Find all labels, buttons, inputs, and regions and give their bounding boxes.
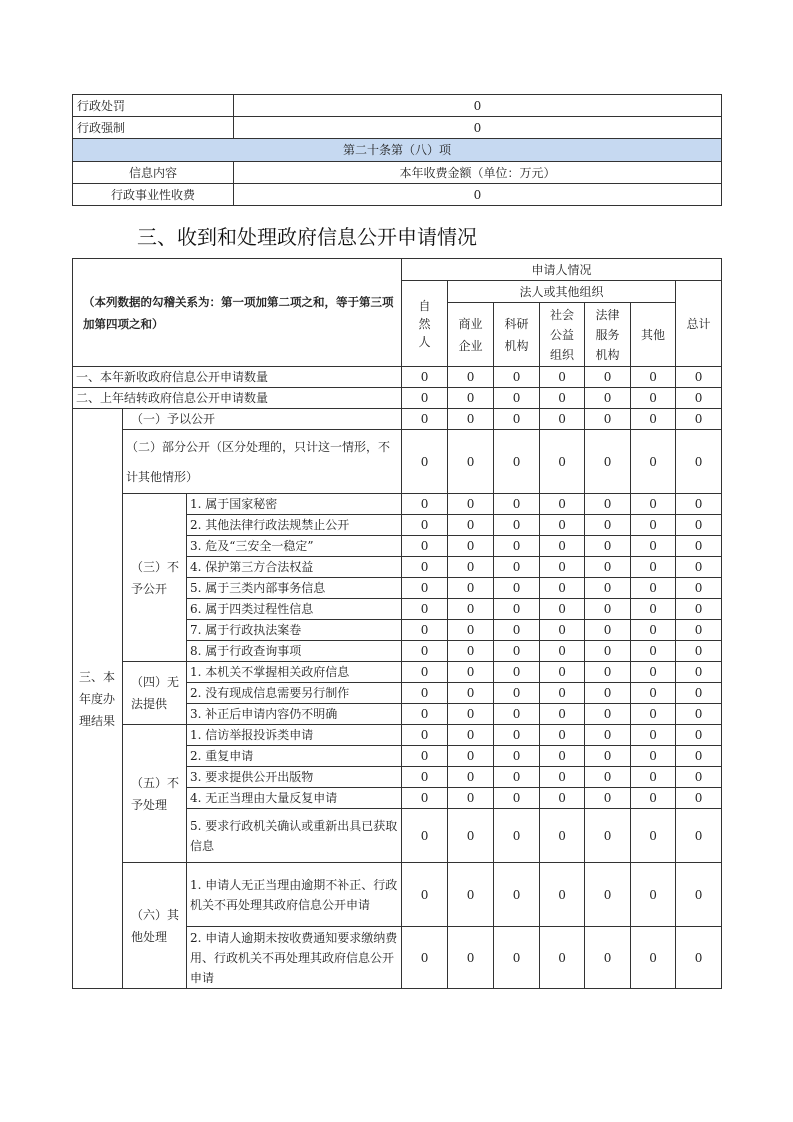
value-cell: 0 <box>540 725 585 746</box>
col-business: 商业企业 <box>448 303 494 367</box>
value-cell: 0 <box>448 536 494 557</box>
value-cell: 0 <box>494 641 540 662</box>
group-label: （六）其他处理 <box>123 863 187 989</box>
value-cell: 0 <box>402 557 448 578</box>
value-cell: 0 <box>494 863 540 927</box>
value-cell: 0 <box>494 536 540 557</box>
value-cell: 0 <box>631 578 676 599</box>
value-cell: 0 <box>676 430 722 494</box>
value-cell: 0 <box>585 725 631 746</box>
value-cell: 0 <box>540 494 585 515</box>
value-cell: 0 <box>540 557 585 578</box>
value-cell: 0 <box>402 388 448 409</box>
value-cell: 0 <box>402 620 448 641</box>
value-cell: 0 <box>631 788 676 809</box>
table-row <box>73 388 722 409</box>
value-cell: 0 <box>402 767 448 788</box>
value-cell: 0 <box>402 494 448 515</box>
group-label: （五）不予处理 <box>123 725 187 863</box>
value-cell: 0 <box>540 788 585 809</box>
value-cell: 0 <box>585 641 631 662</box>
value-cell: 0 <box>402 536 448 557</box>
value-cell: 0 <box>402 409 448 430</box>
value-cell: 0 <box>585 409 631 430</box>
value-cell: 0 <box>402 704 448 725</box>
value-cell: 0 <box>631 767 676 788</box>
value-cell: 0 <box>402 641 448 662</box>
value-cell: 0 <box>402 578 448 599</box>
value-cell: 0 <box>540 620 585 641</box>
value-cell: 0 <box>676 536 722 557</box>
section-header-row <box>73 139 722 162</box>
row-value: 0 <box>234 117 722 139</box>
value-cell: 0 <box>540 430 585 494</box>
value-cell: 0 <box>585 388 631 409</box>
value-cell: 0 <box>402 683 448 704</box>
value-cell: 0 <box>540 536 585 557</box>
value-cell: 0 <box>494 620 540 641</box>
value-cell: 0 <box>448 494 494 515</box>
value-cell: 0 <box>585 536 631 557</box>
value-cell: 0 <box>631 683 676 704</box>
item-label: 3. 要求提供公开出版物 <box>187 767 402 788</box>
value-cell: 0 <box>448 430 494 494</box>
col-public-welfare: 社会公益组织 <box>540 303 585 367</box>
value-cell: 0 <box>448 620 494 641</box>
value-cell: 0 <box>448 725 494 746</box>
item-label: 2. 重复申请 <box>187 746 402 767</box>
value-cell: 0 <box>540 746 585 767</box>
col-natural: 自然人 <box>402 281 448 367</box>
value-cell: 0 <box>540 863 585 927</box>
value-cell: 0 <box>676 767 722 788</box>
value-cell: 0 <box>585 620 631 641</box>
value-cell: 0 <box>540 641 585 662</box>
value-cell: 0 <box>448 641 494 662</box>
value-cell: 0 <box>540 409 585 430</box>
value-cell: 0 <box>448 367 494 388</box>
column-header: 信息内容 <box>73 162 234 184</box>
group-label: （四）无法提供 <box>123 662 187 725</box>
value-cell: 0 <box>585 599 631 620</box>
value-cell: 0 <box>676 494 722 515</box>
value-cell: 0 <box>448 927 494 989</box>
value-cell: 0 <box>676 662 722 683</box>
item-label: 5. 要求行政机关确认或重新出具已获取信息 <box>187 809 402 863</box>
value-cell: 0 <box>585 494 631 515</box>
table-row <box>73 95 722 117</box>
value-cell: 0 <box>676 599 722 620</box>
value-cell: 0 <box>494 388 540 409</box>
value-cell: 0 <box>448 662 494 683</box>
value-cell: 0 <box>494 557 540 578</box>
value-cell: 0 <box>448 863 494 927</box>
value-cell: 0 <box>540 683 585 704</box>
col-total: 总计 <box>676 281 722 367</box>
value-cell: 0 <box>676 746 722 767</box>
item-label: 3. 危及“三安全一稳定” <box>187 536 402 557</box>
value-cell: 0 <box>585 578 631 599</box>
value-cell: 0 <box>448 767 494 788</box>
item-label: 1. 属于国家秘密 <box>187 494 402 515</box>
value-cell: 0 <box>676 578 722 599</box>
value-cell: 0 <box>631 515 676 536</box>
value-cell: 0 <box>631 809 676 863</box>
value-cell: 0 <box>631 641 676 662</box>
value-cell: 0 <box>494 367 540 388</box>
value-cell: 0 <box>402 809 448 863</box>
value-cell: 0 <box>494 599 540 620</box>
item-label: 7. 属于行政执法案卷 <box>187 620 402 641</box>
value-cell: 0 <box>494 578 540 599</box>
value-cell: 0 <box>585 662 631 683</box>
value-cell: 0 <box>540 662 585 683</box>
table-row <box>73 662 722 683</box>
item-label: 2. 其他法律行政法规禁止公开 <box>187 515 402 536</box>
value-cell: 0 <box>676 620 722 641</box>
col-research: 科研机构 <box>494 303 540 367</box>
value-cell: 0 <box>494 430 540 494</box>
value-cell: 0 <box>676 683 722 704</box>
item-label: 1. 申请人无正当理由逾期不补正、行政机关不再处理其政府信息公开申请 <box>187 863 402 927</box>
value-cell: 0 <box>585 927 631 989</box>
table-row <box>73 117 722 139</box>
value-cell: 0 <box>448 599 494 620</box>
value-cell: 0 <box>631 927 676 989</box>
value-cell: 0 <box>540 367 585 388</box>
item-label: 8. 属于行政查询事项 <box>187 641 402 662</box>
fee-table <box>72 94 722 206</box>
value-cell: 0 <box>494 788 540 809</box>
value-cell: 0 <box>631 367 676 388</box>
item-label: 1. 本机关不掌握相关政府信息 <box>187 662 402 683</box>
value-cell: 0 <box>540 599 585 620</box>
value-cell: 0 <box>402 662 448 683</box>
item-label: 5. 属于三类内部事务信息 <box>187 578 402 599</box>
value-cell: 0 <box>494 725 540 746</box>
value-cell: 0 <box>631 409 676 430</box>
value-cell: 0 <box>676 409 722 430</box>
applicant-header: 申请人情况 <box>402 259 722 281</box>
value-cell: 0 <box>676 388 722 409</box>
value-cell: 0 <box>585 809 631 863</box>
value-cell: 0 <box>631 746 676 767</box>
table-row <box>73 725 722 746</box>
value-cell: 0 <box>540 388 585 409</box>
application-table <box>72 258 722 989</box>
section3-label: 三、本年度办理结果 <box>73 409 123 989</box>
value-cell: 0 <box>494 927 540 989</box>
table-row <box>73 409 722 430</box>
value-cell: 0 <box>676 367 722 388</box>
value-cell: 0 <box>676 725 722 746</box>
value-cell: 0 <box>631 494 676 515</box>
value-cell: 0 <box>540 767 585 788</box>
header-row <box>73 259 722 281</box>
value-cell: 0 <box>402 599 448 620</box>
value-cell: 0 <box>631 704 676 725</box>
value-cell: 0 <box>448 409 494 430</box>
value-cell: 0 <box>402 430 448 494</box>
section-title: 三、收到和处理政府信息公开申请情况 <box>137 225 477 249</box>
value-cell: 0 <box>494 683 540 704</box>
column-header: 本年收费金额（单位：万元） <box>234 162 722 184</box>
row-label: 行政处罚 <box>73 95 234 117</box>
value-cell: 0 <box>402 788 448 809</box>
table-row <box>73 430 722 494</box>
table-header-row <box>73 162 722 184</box>
item-label: 2. 没有现成信息需要另行制作 <box>187 683 402 704</box>
section-header: 第二十条第（八）项 <box>73 139 722 162</box>
value-cell: 0 <box>448 683 494 704</box>
value-cell: 0 <box>494 767 540 788</box>
col-other: 其他 <box>631 303 676 367</box>
value-cell: 0 <box>448 578 494 599</box>
value-cell: 0 <box>540 927 585 989</box>
value-cell: 0 <box>676 927 722 989</box>
value-cell: 0 <box>585 683 631 704</box>
value-cell: 0 <box>540 515 585 536</box>
value-cell: 0 <box>494 409 540 430</box>
value-cell: 0 <box>540 704 585 725</box>
value-cell: 0 <box>676 704 722 725</box>
row-label: 行政强制 <box>73 117 234 139</box>
value-cell: 0 <box>676 863 722 927</box>
value-cell: 0 <box>585 515 631 536</box>
value-cell: 0 <box>540 809 585 863</box>
value-cell: 0 <box>631 430 676 494</box>
item-label: 4. 保护第三方合法权益 <box>187 557 402 578</box>
value-cell: 0 <box>494 809 540 863</box>
table-row <box>73 184 722 206</box>
value-cell: 0 <box>631 620 676 641</box>
item-label: 4. 无正当理由大量反复申请 <box>187 788 402 809</box>
table-row <box>73 494 722 515</box>
value-cell: 0 <box>631 388 676 409</box>
value-cell: 0 <box>540 578 585 599</box>
item-label: 2. 申请人逾期未按收费通知要求缴纳费用、行政机关不再处理其政府信息公开申请 <box>187 927 402 989</box>
row-label: （一）予以公开 <box>123 409 402 430</box>
value-cell: 0 <box>402 515 448 536</box>
row-label: 一、本年新收政府信息公开申请数量 <box>73 367 402 388</box>
value-cell: 0 <box>402 863 448 927</box>
value-cell: 0 <box>585 788 631 809</box>
item-label: 1. 信访举报投诉类申请 <box>187 725 402 746</box>
value-cell: 0 <box>402 725 448 746</box>
value-cell: 0 <box>676 515 722 536</box>
legal-group-header: 法人或其他组织 <box>448 281 676 303</box>
value-cell: 0 <box>585 557 631 578</box>
value-cell: 0 <box>494 515 540 536</box>
value-cell: 0 <box>448 809 494 863</box>
value-cell: 0 <box>585 704 631 725</box>
value-cell: 0 <box>585 863 631 927</box>
table-row <box>73 367 722 388</box>
value-cell: 0 <box>631 557 676 578</box>
value-cell: 0 <box>676 788 722 809</box>
item-label: 6. 属于四类过程性信息 <box>187 599 402 620</box>
row-label: 行政事业性收费 <box>73 184 234 206</box>
checksum-note: （本列数据的勾稽关系为：第一项加第二项之和，等于第三项加第四项之和） <box>73 259 402 367</box>
value-cell: 0 <box>631 725 676 746</box>
table-row <box>73 863 722 927</box>
row-label: 二、上年结转政府信息公开申请数量 <box>73 388 402 409</box>
value-cell: 0 <box>402 367 448 388</box>
value-cell: 0 <box>676 809 722 863</box>
value-cell: 0 <box>585 767 631 788</box>
value-cell: 0 <box>448 388 494 409</box>
item-label: 3. 补正后申请内容仍不明确 <box>187 704 402 725</box>
value-cell: 0 <box>402 927 448 989</box>
value-cell: 0 <box>585 746 631 767</box>
value-cell: 0 <box>494 662 540 683</box>
col-legal-service: 法律服务机构 <box>585 303 631 367</box>
value-cell: 0 <box>448 515 494 536</box>
table-body <box>73 259 722 989</box>
value-cell: 0 <box>448 704 494 725</box>
row-value: 0 <box>234 184 722 206</box>
value-cell: 0 <box>631 662 676 683</box>
value-cell: 0 <box>494 494 540 515</box>
value-cell: 0 <box>494 704 540 725</box>
value-cell: 0 <box>631 536 676 557</box>
value-cell: 0 <box>676 641 722 662</box>
value-cell: 0 <box>402 746 448 767</box>
value-cell: 0 <box>585 430 631 494</box>
value-cell: 0 <box>585 367 631 388</box>
group-label: （三）不予公开 <box>123 494 187 662</box>
value-cell: 0 <box>494 746 540 767</box>
value-cell: 0 <box>676 557 722 578</box>
value-cell: 0 <box>448 746 494 767</box>
row-value: 0 <box>234 95 722 117</box>
value-cell: 0 <box>448 557 494 578</box>
value-cell: 0 <box>448 788 494 809</box>
value-cell: 0 <box>631 863 676 927</box>
value-cell: 0 <box>631 599 676 620</box>
row-label: （二）部分公开（区分处理的，只计这一情形，不计其他情形） <box>123 430 402 494</box>
